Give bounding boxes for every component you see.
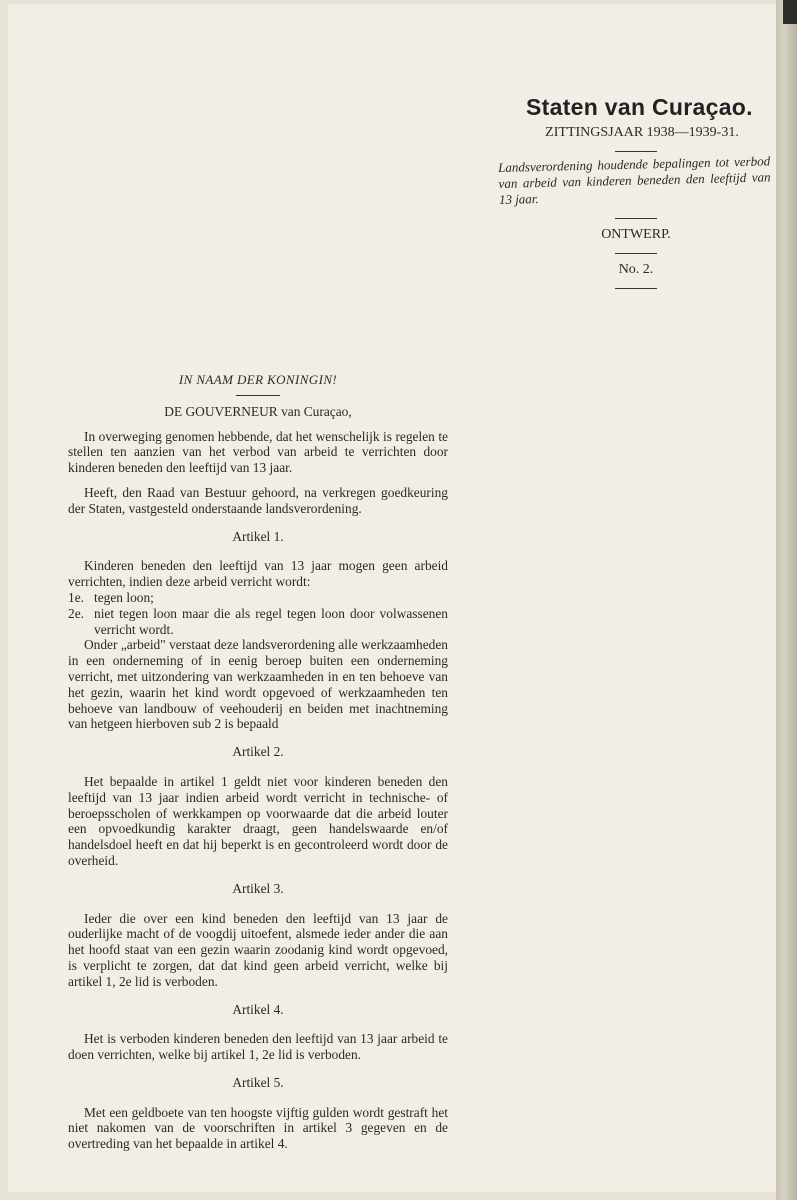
preamble-paragraph: Heeft, den Raad van Bestuur gehoord, na verkregen goedkeuring der Staten, vastgesteld onderstaande landsverordening.	[68, 484, 448, 516]
article-paragraph: Het is verboden kinderen beneden den leeftijd van 13 jaar arbeid te doen verrichten, welke bij artikel 1, 2e lid is verboden.	[68, 1031, 448, 1063]
header-divider	[615, 253, 657, 254]
article-paragraph: Met een geldboete van ten hoogste vijftig gulden wordt gestraft het niet nakomen van de voorschriften in artikel 3 gegeven en de overtreding van het bepaalde in artikel 4.	[68, 1104, 448, 1152]
header-divider	[615, 218, 657, 219]
session-year: ZITTINGSJAAR 1938—1939-31.	[545, 125, 739, 140]
list-text: niet tegen loon maar die als regel tegen loon door volwassenen verricht wordt.	[94, 605, 448, 637]
list-number: 1e.	[68, 589, 84, 605]
body-divider	[236, 395, 280, 396]
draft-label: ONTWERP.	[601, 227, 671, 242]
document-page	[8, 4, 777, 1192]
preamble-paragraph: In overweging genomen hebbende, dat het wenschelijk is regelen te stellen ten aanzien van het verbod van arbeid te verrichten door kinderen beneden den leeftijd van 13 jaar.	[68, 428, 448, 476]
list-item	[68, 606, 448, 638]
header-divider	[615, 288, 657, 289]
list-text: tegen loon;	[94, 589, 154, 605]
article-paragraph: Kinderen beneden den leeftijd van 13 jaar mogen geen arbeid verrichten, indien deze arbeid verricht wordt:	[68, 558, 448, 590]
article-heading: Artikel 4.	[232, 1001, 284, 1017]
page-edge	[776, 0, 797, 1200]
list-item	[68, 590, 448, 606]
article-paragraph: Onder „arbeid" verstaat deze landsverordening alle werkzaamheden in een onderneming of in eenig beroep buiten een onderneming verricht, met uitzondering van werkzaamheden in en ten behoeve van het gezin, waarin het kind wordt opgevoed of werkzaamheden ten behoeve van landbouw of veehouderij en beiden met inachtneming van hetgeen hierboven sub 2 is bepaald	[68, 637, 448, 732]
article-heading: Artikel 1.	[232, 528, 284, 544]
article-paragraph: Ieder die over een kind beneden den leeftijd van 13 jaar de ouderlijke macht of de voogdij uitoefent, alsmede ieder ander die aan het hoofd staat van een gezin waarin zoodanig kind wordt opgevoed, is verplicht te zorgen, dat dat kind geen arbeid verricht, welke bij artikel 1, 2e lid is verboden.	[68, 910, 448, 989]
article-heading: Artikel 5.	[232, 1074, 284, 1090]
list-number: 2e.	[68, 605, 84, 621]
article-paragraph: Het bepaalde in artikel 1 geldt niet voor kinderen beneden den leeftijd van 13 jaar indien arbeid wordt verricht in technische- of beroepsscholen of werkkampen op voorwaarde dat die arbeid louter een opvoedkundig karakter draagt, geen handelswaarde en/of handelsdoel heeft en dat hij beperkt is en gecontroleerd wordt door de overheid.	[68, 773, 448, 868]
article-heading: Artikel 2.	[232, 744, 284, 760]
invocation: IN NAAM DER KONINGIN!	[178, 372, 338, 387]
document-number: No. 2.	[618, 262, 654, 277]
ordinance-subject: Landsverordening houdende bepalingen tot verbod van arbeid van kinderen beneden den leeftijd van 13 jaar.	[498, 153, 771, 207]
ordinance-body	[68, 372, 448, 1152]
scan-corner	[783, 0, 797, 24]
header-divider	[615, 151, 657, 152]
document-title: Staten van Curaçao.	[526, 94, 753, 120]
governor-line: DE GOUVERNEUR van Curaçao,	[164, 403, 352, 419]
article-heading: Artikel 3.	[232, 880, 284, 896]
document-header	[496, 94, 776, 297]
